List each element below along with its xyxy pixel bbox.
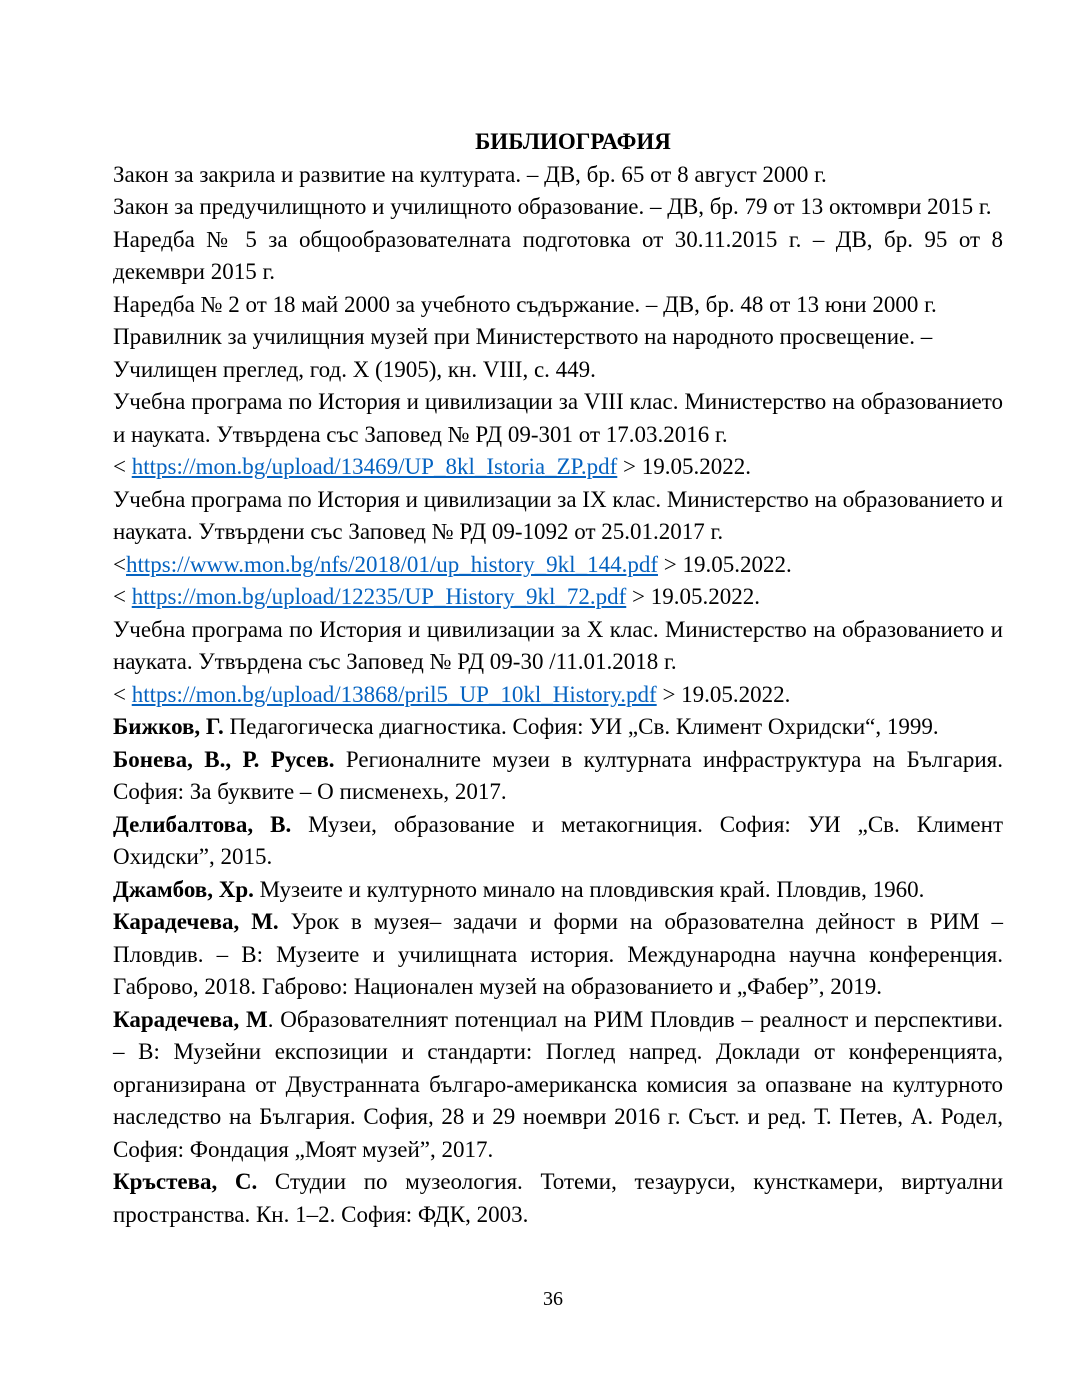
url-access-date: > 19.05.2022. — [626, 584, 760, 609]
url-link[interactable]: https://mon.bg/upload/12235/UP_History_9kl_72.pdf — [131, 584, 627, 609]
entry-text: Урок в музея– задачи и форми на образователна дейност в РИМ – Пловдив. – В: Музеите и училищната история. Международна научна конференция. Габрово, 2018. Габрово: Национален музей на образованието и „Фабер”, 2019. — [113, 909, 1003, 999]
bibliography-entry: Наредба № 5 за общообразователната подготовка от 30.11.2015 г. – ДВ, бр. 95 от 8 декември 2015 г. — [113, 226, 1003, 284]
bibliography-entry — [113, 744, 1003, 809]
entry-author: Делибалтова, В. — [113, 811, 292, 837]
bibliography-entry: Закон за предучилищното и училищното образование. – ДВ, бр. 79 от 13 октомври 2015 г. — [113, 194, 992, 219]
url-link[interactable]: https://mon.bg/upload/13469/UP_8kl_Istoria_ZP.pdf — [131, 454, 618, 479]
page-number: 36 — [543, 1288, 563, 1310]
url-reference — [113, 581, 1003, 614]
url-prefix: < — [113, 584, 132, 609]
url-prefix: < — [113, 454, 132, 479]
url-reference — [113, 679, 1003, 712]
bibliography-page — [113, 126, 1003, 1231]
entry-text: Музеи, образование и метакогниция. София: УИ „Св. Климент Охидски”, 2015. — [113, 811, 1003, 869]
entry-author: Бижков, Г. — [113, 714, 224, 739]
bibliography-entry: Правилник за училищния музей при Министерството на народното просвещение. – Училищен преглед, год. X (1905), кн. VIII, с. 449. — [113, 324, 933, 382]
bibliography-entry: Наредба № 2 от 18 май 2000 за учебното съдържание. – ДВ, бр. 48 от 13 юни 2000 г. — [113, 291, 937, 317]
bibliography-entry — [113, 906, 1003, 1004]
bibliography-entry: Учебна програма по История и цивилизации за VIII клас. Министерство на образованието и науката. Утвърдена със Заповед № РД 09-301 от 17.03.2016 г. — [113, 389, 1003, 447]
url-access-date: > 19.05.2022. — [657, 551, 792, 577]
bibliography-entry — [113, 809, 1003, 874]
entry-text: Регионалните музеи в културната инфраструктура на България. София: За буквите – О писменехь, 2017. — [113, 746, 1003, 804]
entry-author: Кръстева, С. — [113, 1169, 258, 1194]
url-link[interactable]: https://mon.bg/upload/13868/pril5_UP_10kl_History.pdf — [131, 681, 657, 707]
entry-author: Джамбов, Хр. — [113, 876, 254, 902]
bibliography-entry — [113, 1004, 1003, 1167]
bibliography-entry — [113, 1166, 1003, 1231]
url-prefix: < — [113, 551, 126, 577]
page-title: БИБЛИОГРАФИЯ — [475, 129, 671, 154]
url-link[interactable]: https://www.mon.bg/nfs/2018/01/up_history_9kl_144.pdf — [125, 551, 658, 577]
url-access-date: > 19.05.2022. — [617, 454, 752, 479]
url-reference — [113, 451, 1003, 484]
bibliography-entry — [113, 711, 1003, 744]
entry-text: . Образователният потенциал на РИМ Пловдив – реалност и перспективи. – В: Музейни експозиции и стандарти: Поглед напред. Доклади от конференцията, организирана от Двустранната българо-американска комисия за опазване на културното наследство на България. София, 28 и 29 ноември 2016 г. Съст. и ред. Т. Петев, А. Родел, София: Фондация „Моят музей”, 2017. — [113, 1006, 1003, 1162]
url-reference — [113, 549, 1003, 582]
entry-author: Карадечева, М. — [113, 909, 279, 934]
entry-text: Педагогическа диагностика. София: УИ „Св. Климент Охридски“, 1999. — [223, 714, 939, 739]
entry-author: Карадечева, М — [113, 1006, 268, 1032]
bibliography-entry: Учебна програма по История и цивилизации за X клас. Министерство на образованието и науката. Утвърдена със Заповед № РД 09-30 /11.01.2018 г. — [113, 616, 1003, 674]
bibliography-entry: Закон за закрила и развитие на културата. – ДВ, бр. 65 от 8 август 2000 г. — [113, 161, 827, 187]
url-prefix: < — [113, 681, 132, 707]
entry-author: Бонева, В., Р. Русев. — [113, 746, 335, 772]
bibliography-entry: Учебна програма по История и цивилизации за IX клас. Министерство на образованието и науката. Утвърдени със Заповед № РД 09-1092 от 25.01.2017 г. — [113, 486, 1003, 544]
bibliography-entry — [113, 874, 1003, 907]
entry-text: Музеите и културното минало на пловдивския край. Пловдив, 1960. — [253, 876, 925, 902]
url-access-date: > 19.05.2022. — [656, 681, 791, 707]
entry-text: Студии по музеология. Тотеми, тезауруси, кунсткамери, виртуални пространства. Кн. 1–2. София: ФДК, 2003. — [113, 1169, 1004, 1227]
